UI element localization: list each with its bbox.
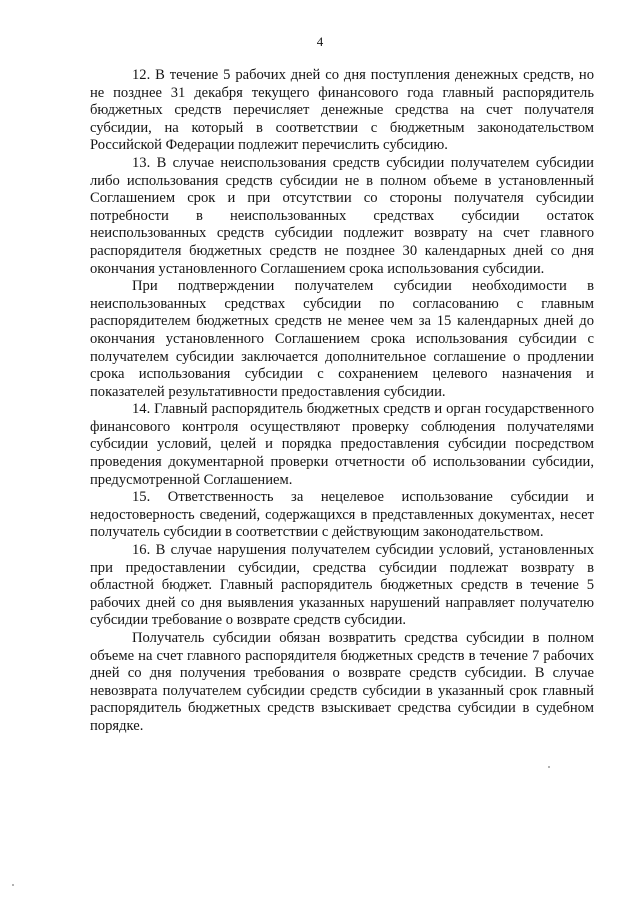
document-body bbox=[90, 67, 594, 736]
paragraph-16-return: Получатель субсидии обязан возвратить средства субсидии в полном объеме на счет главного распорядителя бюджетных средств в течение 7 рабочих дней со дня получения требования о возврате средств субсидии. В случае невозврата получателем субсидии средств субсидии в указанный срок главный распорядитель бюджетных средств взыскивает средства субсидии в судебном порядке. bbox=[90, 630, 594, 734]
paragraph-14: 14. Главный распорядитель бюджетных средств и орган государственного финансового контроля осуществляют проверку соблюдения получателями субсидии условий, целей и порядка предоставления субсидии посредством проведения документарной проверки отчетности об использовании субсидии, предусмотренной Соглашением. bbox=[90, 401, 594, 488]
paragraph-15: 15. Ответственность за нецелевое использование субсидии и недостоверность сведений, содержащихся в представленных документах, несет получатель субсидии в соответствии с действующим законодательством. bbox=[90, 489, 594, 541]
paragraph-13-extension: При подтверждении получателем субсидии необходимости в неиспользованных средствах субсидии по согласованию с главным распорядителем бюджетных средств не менее чем за 15 календарных дней до окончания установленного Соглашением срока использования субсидии с получателем субсидии заключается дополнительное соглашение о продлении срока использования субсидии с сохранением целевого назначения и показателей результативности предоставления субсидии. bbox=[90, 278, 594, 400]
paragraph-13: 13. В случае неиспользования средств субсидии получателем субсидии либо использования средств субсидии не в полном объеме в установленный Соглашением срок и при отсутствии со стороны получателя субсидии потребности в неиспользованных средствах субсидии остаток неиспользованных средств субсидии подлежит возврату на счет главного распорядителя бюджетных средств не позднее 30 календарных дней со дня окончания установленного Соглашением срока использования субсидии. bbox=[90, 154, 594, 277]
page-number: 4 bbox=[316, 34, 324, 49]
paragraph-12: 12. В течение 5 рабочих дней со дня поступления денежных средств, но не позднее 31 декабря текущего финансового года главный распорядитель бюджетных средств перечисляет денежные средства на счет получателя субсидии, на который в соответствии с бюджетным законодательством Российской Федерации подлежит перечислить субсидию. bbox=[90, 67, 594, 154]
scan-speck bbox=[548, 766, 550, 768]
paragraph-16: 16. В случае нарушения получателем субсидии условий, установленных при предоставлении субсидии, средства субсидии подлежат возврату в областной бюджет. Главный распорядитель бюджетных средств в течение 5 рабочих дней со дня выявления указанных нарушений направляет получателю субсидии требование о возврате средств субсидии. bbox=[90, 542, 594, 629]
scan-speck bbox=[12, 884, 14, 886]
